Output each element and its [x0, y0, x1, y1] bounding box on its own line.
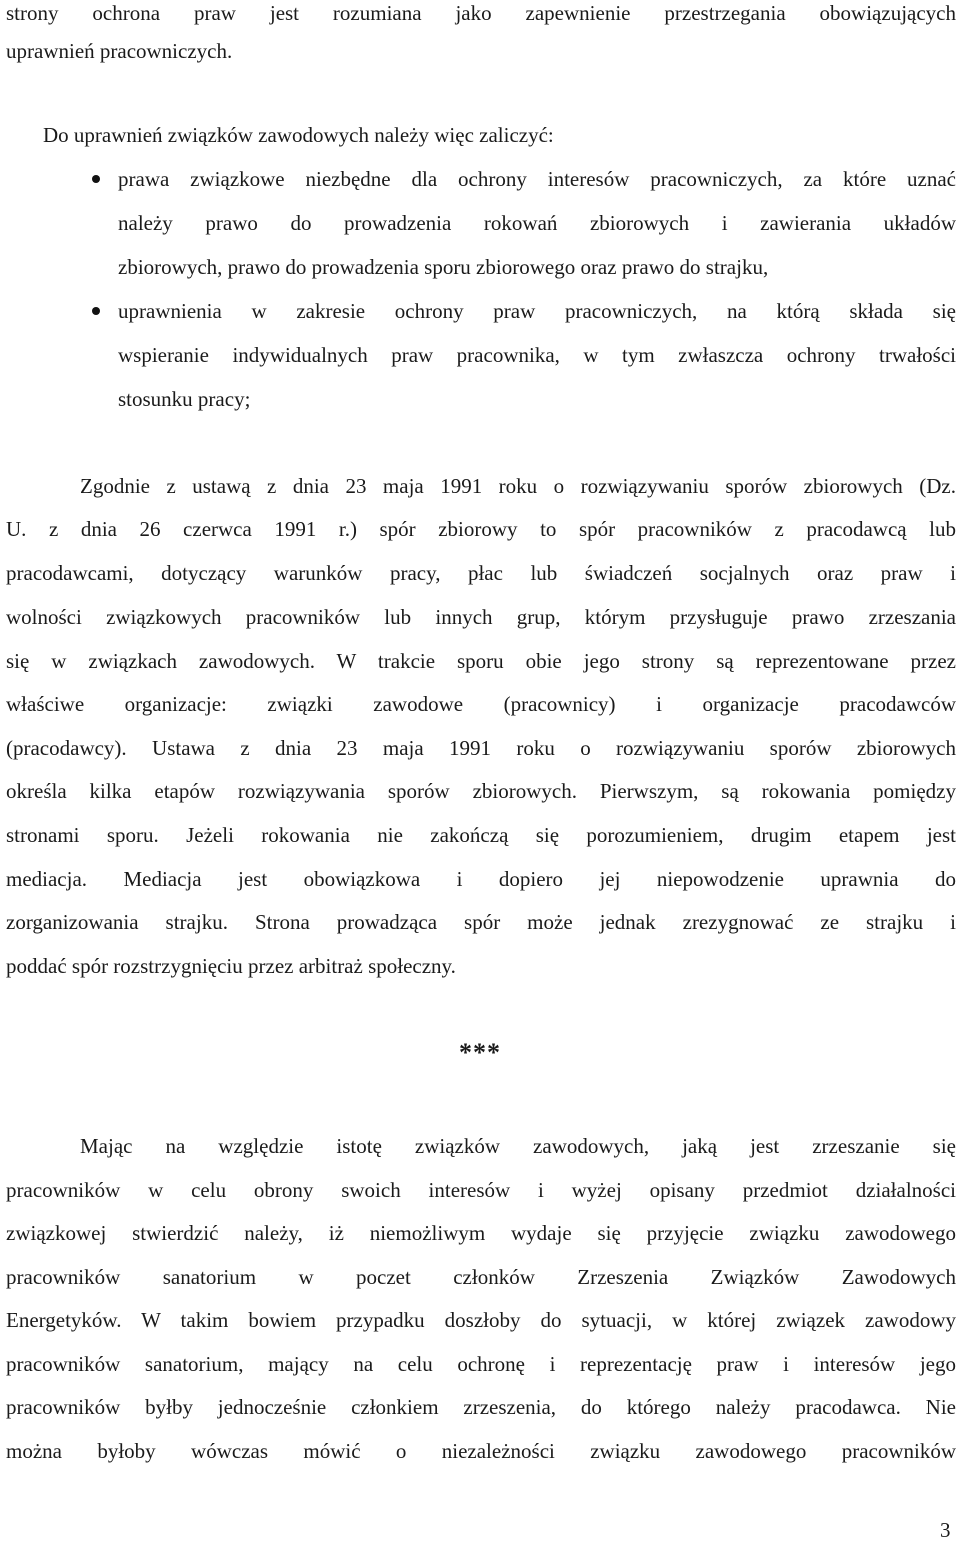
list-item-line: prawa związkowe niezbędne dla ochrony interesów pracowniczych, za które uznać — [118, 167, 956, 191]
list-intro: Do uprawnień związków zawodowych należy więc zaliczyć: — [43, 123, 554, 147]
list-item-line: należy prawo do prowadzenia rokowań zbiorowych i zawierania układów — [118, 211, 956, 235]
paragraph-line: pracowników sanatorium w poczet członków Zrzeszenia Związków Zawodowych — [6, 1265, 956, 1289]
paragraph-line: poddać spór rozstrzygnięciu przez arbitraż społeczny. — [6, 954, 456, 978]
paragraph-line: można byłoby wówczas mówić o niezależności związku zawodowego pracowników — [6, 1439, 956, 1463]
bullet-icon — [92, 307, 100, 315]
intro-line: strony ochrona praw jest rozumiana jako zapewnienie przestrzegania obowiązujących — [6, 1, 956, 25]
paragraph-line: Energetyków. W takim bowiem przypadku doszłoby do sytuacji, w której związek zawodowy — [6, 1308, 956, 1332]
paragraph-line: pracowników w celu obrony swoich interesów i wyżej opisany przedmiot działalności — [6, 1178, 956, 1202]
page-number: 3 — [940, 1518, 951, 1542]
section-separator: *** — [459, 1038, 501, 1067]
paragraph-line: określa kilka etapów rozwiązywania sporów zbiorowych. Pierwszym, są rokowania pomiędzy — [6, 779, 956, 803]
paragraph-line: mediacja. Mediacja jest obowiązkowa i dopiero jej niepowodzenie uprawnia do — [6, 867, 956, 891]
paragraph-line: pracowników sanatorium, mający na celu ochronę i reprezentację praw i interesów jego — [6, 1352, 956, 1376]
paragraph-line: U. z dnia 26 czerwca 1991 r.) spór zbiorowy to spór pracowników z pracodawcą lub — [6, 517, 956, 541]
list-item-line: stosunku pracy; — [118, 387, 251, 411]
list-item-line: uprawnienia w zakresie ochrony praw pracowniczych, na którą składa się — [118, 299, 956, 323]
list-item-line: zbiorowych, prawo do prowadzenia sporu zbiorowego oraz prawo do strajku, — [118, 255, 769, 279]
paragraph-line: pracowników byłby jednocześnie członkiem zrzeszenia, do którego należy pracodawca. Nie — [6, 1395, 956, 1419]
paragraph-line: Zgodnie z ustawą z dnia 23 maja 1991 roku o rozwiązywaniu sporów zbiorowych (Dz. — [80, 474, 956, 498]
paragraph-line: (pracodawcy). Ustawa z dnia 23 maja 1991 roku o rozwiązywaniu sporów zbiorowych — [6, 736, 956, 760]
paragraph-line: Mając na względzie istotę związków zawodowych, jaką jest zrzeszanie się — [80, 1134, 956, 1158]
paragraph-line: pracodawcami, dotyczący warunków pracy, płac lub świadczeń socjalnych oraz praw i — [6, 561, 956, 585]
bullet-icon — [92, 175, 100, 183]
paragraph-line: stronami sporu. Jeżeli rokowania nie zakończą się porozumieniem, drugim etapem jest — [6, 823, 956, 847]
paragraph-line: zorganizowania strajku. Strona prowadząca spór może jednak zrezygnować ze strajku i — [6, 910, 956, 934]
paragraph-line: wolności związkowych pracowników lub innych grup, którym przysługuje prawo zrzeszania — [6, 605, 956, 629]
paragraph-line: właściwe organizacje: związki zawodowe (pracownicy) i organizacje pracodawców — [6, 692, 956, 716]
intro-line: uprawnień pracowniczych. — [6, 39, 233, 63]
paragraph-line: związkowej stwierdzić należy, iż niemożliwym wydaje się przyjęcie związku zawodowego — [6, 1221, 956, 1245]
paragraph-line: się w związkach zawodowych. W trakcie sporu obie jego strony są reprezentowane przez — [6, 649, 956, 673]
list-item-line: wspieranie indywidualnych praw pracownika, w tym zwłaszcza ochrony trwałości — [118, 343, 956, 367]
